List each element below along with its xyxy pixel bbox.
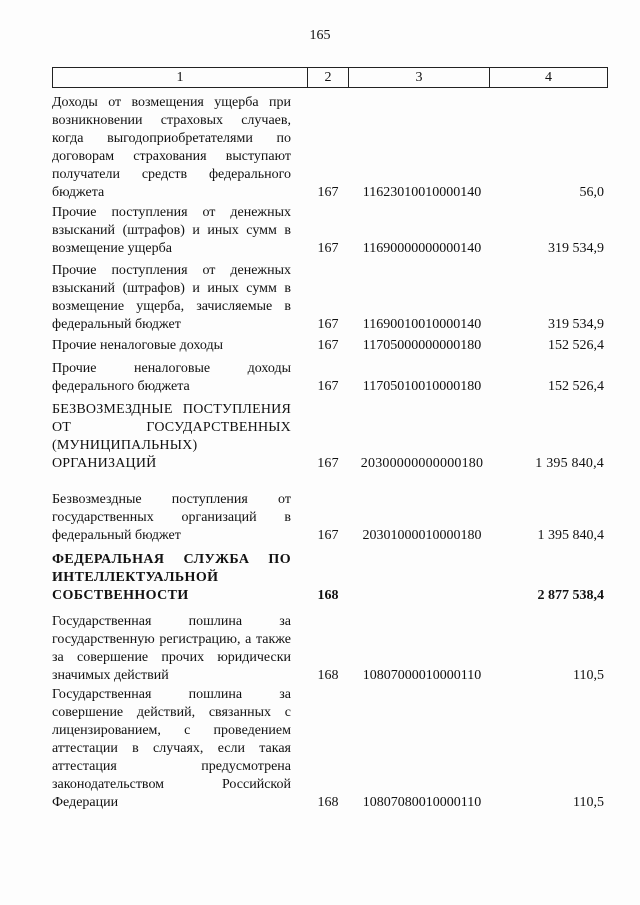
table-row [52, 491, 606, 545]
column-header-3: 3 [349, 68, 490, 87]
column-header-4: 4 [545, 69, 552, 85]
row-admin-code: 167 [317, 185, 339, 200]
row-description: Прочие поступления от денежных взысканий (штрафов) и иных сумм в возмещение ущерба, зачисляемые в федеральный бюджет [52, 263, 291, 332]
row-amount: 1 395 840,4 [535, 456, 604, 471]
table-row [52, 204, 606, 258]
row-admin-code: 167 [317, 317, 339, 332]
table-row [52, 94, 606, 202]
table-row [52, 613, 606, 685]
table-header [52, 67, 608, 88]
row-description: Безвозмездные поступления от государственных организаций в федеральный бюджет [52, 492, 291, 543]
section-title: ФЕДЕРАЛЬНАЯ СЛУЖБА ПО ИНТЕЛЛЕКТУАЛЬНОЙ СОБСТВЕННОСТИ [52, 552, 291, 603]
row-budget-code: 10807080010000110 [362, 795, 482, 810]
row-amount: 110,5 [573, 795, 604, 810]
row-amount: 319 534,9 [548, 317, 604, 332]
table-row [52, 262, 606, 334]
row-admin-code: 167 [317, 528, 339, 543]
row-amount: 1 395 840,4 [537, 528, 604, 543]
column-header-1: 1 [53, 68, 308, 87]
row-description: Доходы от возмещения ущерба при возникновении страховых случаев, когда выгодоприобретателями по договорам страхования выступают получатели средств федерального бюджета [52, 95, 291, 200]
row-amount: 152 526,4 [548, 379, 604, 394]
row-admin-code: 168 [317, 795, 339, 810]
row-budget-code: 11705010010000180 [362, 379, 482, 394]
row-description: Государственная пошлина за государственную регистрацию, а также за совершение прочих юридически значимых действий [52, 614, 291, 683]
row-admin-code: 167 [317, 379, 339, 394]
row-amount: 319 534,9 [548, 241, 604, 256]
column-header-2: 2 [308, 68, 349, 87]
row-admin-code: 167 [317, 338, 339, 353]
row-admin-code: 168 [317, 668, 339, 683]
row-budget-code: 20301000010000180 [362, 528, 482, 543]
row-budget-code: 11705000000000180 [362, 338, 482, 353]
row-budget-code: 20300000000000180 [360, 456, 484, 471]
row-description: Государственная пошлина за совершение действий, связанных с лицензированием, с проведением аттестации в случаях, если такая аттестация предусмотрена законодательством Российской Федерации [52, 687, 291, 810]
page-number: 165 [309, 28, 331, 43]
row-description: Прочие неналоговые доходы федерального бюджета [52, 361, 291, 394]
row-admin-code: 167 [317, 456, 339, 471]
table-row [52, 337, 606, 355]
section-row [52, 551, 606, 605]
row-admin-code: 168 [317, 588, 339, 603]
row-amount: 152 526,4 [548, 338, 604, 353]
row-budget-code: 11690010010000140 [362, 317, 482, 332]
row-description: Прочие поступления от денежных взысканий (штрафов) и иных сумм в возмещение ущерба [52, 205, 291, 256]
table-row [52, 401, 606, 473]
row-budget-code: 10807000010000110 [362, 668, 482, 683]
row-budget-code: 11623010010000140 [362, 185, 482, 200]
row-description: БЕЗВОЗМЕЗДНЫЕ ПОСТУПЛЕНИЯ ОТ ГОСУДАРСТВЕННЫХ (МУНИЦИПАЛЬНЫХ) ОРГАНИЗАЦИЙ [52, 402, 291, 471]
row-amount: 56,0 [579, 185, 604, 200]
row-budget-code: 11690000000000140 [362, 241, 482, 256]
row-description: Прочие неналоговые доходы [52, 338, 224, 353]
section-total-amount: 2 877 538,4 [537, 588, 604, 603]
table-row [52, 360, 606, 396]
row-admin-code: 167 [317, 241, 339, 256]
table-row [52, 686, 606, 812]
row-amount: 110,5 [573, 668, 604, 683]
